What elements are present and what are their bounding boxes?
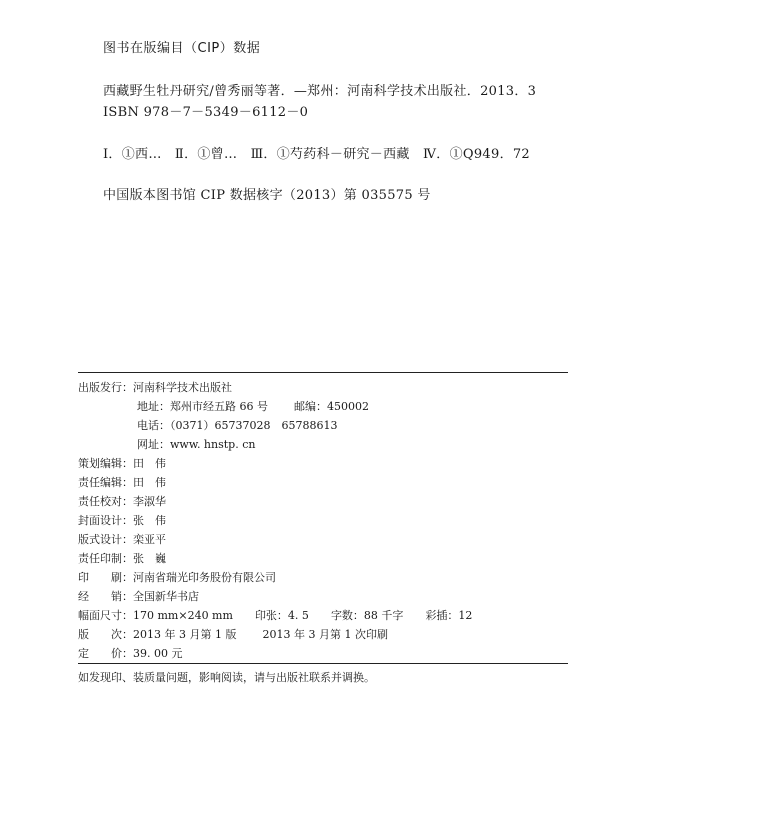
imprint-website: 网址：www. hnstp. cn	[137, 438, 256, 451]
imprint-word-count: 字数：88 千字	[330, 609, 404, 622]
imprint-proofreader: 责任校对：李淑华	[78, 495, 166, 508]
imprint-responsible-editor: 责任编辑：田 伟	[78, 476, 166, 489]
cip-bibliographic-line: 西藏野生牡丹研究/曾秀丽等著．—郑州：河南科学技术出版社．2013．3	[103, 84, 537, 99]
imprint-format-size: 幅面尺寸：170 mm×240 mm	[78, 609, 233, 622]
imprint-address: 地址：郑州市经五路 66 号	[137, 400, 268, 413]
cip-isbn-line: ISBN 978－7－5349－6112－0	[103, 105, 309, 120]
imprint-cover-design: 封面设计：张 伟	[78, 514, 166, 527]
imprint-layout-design: 版式设计：栾亚平	[78, 533, 166, 546]
imprint-color-plates: 彩插：12	[425, 609, 473, 622]
imprint-printing: 2013 年 3 月第 1 次印刷	[262, 628, 388, 641]
imprint-publisher: 出版发行：河南科学技术出版社	[78, 381, 232, 394]
cip-title: 图书在版编目（CIP）数据	[103, 41, 261, 56]
imprint-printer: 印 刷：河南省瑞光印务股份有限公司	[78, 571, 276, 584]
imprint-quality-notice: 如发现印、装质量问题，影响阅读，请与出版社联系并调换。	[78, 671, 375, 684]
imprint-address-row	[137, 398, 369, 414]
imprint-distributor: 经 销：全国新华书店	[78, 590, 199, 603]
imprint-phone: 电话：（0371）65737028 65788613	[137, 419, 338, 432]
imprint-edition: 版 次：2013 年 3 月第 1 版	[78, 628, 237, 641]
imprint-format-row	[78, 607, 472, 623]
imprint-planning-editor: 策划编辑：田 伟	[78, 457, 166, 470]
cip-record-number: 中国版本图书馆 CIP 数据核字（2013）第 035575 号	[103, 188, 431, 203]
imprint-sheets: 印张：4. 5	[254, 609, 309, 622]
imprint-top-rule	[78, 372, 568, 373]
imprint-bottom-rule	[78, 663, 568, 664]
imprint-price: 定 价：39. 00 元	[78, 647, 183, 660]
cip-classification-line: Ⅰ．①西… Ⅱ．①曾… Ⅲ．①芍药科－研究－西藏 Ⅳ．①Q949．72	[103, 147, 531, 162]
imprint-edition-row	[78, 626, 388, 642]
imprint-print-supervisor: 责任印制：张 巍	[78, 552, 166, 565]
imprint-postcode: 邮编：450002	[294, 400, 369, 413]
